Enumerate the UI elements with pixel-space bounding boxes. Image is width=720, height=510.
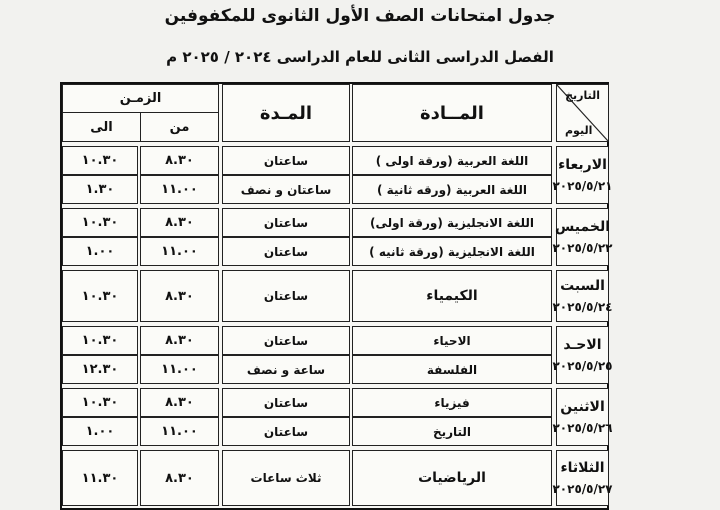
- page-title: جدول امتحانات الصف الأول الثانوى للمكفوفين: [164, 6, 556, 26]
- day-cell: [552, 208, 613, 266]
- exam-subject: الفلسفة: [352, 355, 552, 384]
- exam-subject: الكيمياء: [352, 270, 552, 322]
- header-time-label: الزمـن: [63, 85, 218, 113]
- exam-time-from: ١١.٠٠: [140, 175, 219, 204]
- exam-subject: التاريخ: [352, 417, 552, 446]
- exam-time-from: ٨.٣٠: [140, 450, 219, 506]
- exam-time-from: ٨.٣٠: [140, 326, 219, 355]
- day-cell: [552, 326, 613, 384]
- day-date: ٢٠٢٥/٥/٢٦: [552, 421, 613, 435]
- header-time-sub: [63, 113, 218, 141]
- day-cell: [552, 146, 613, 204]
- exam-duration: ساعتان: [222, 146, 350, 175]
- day-date: ٢٠٢٥/٥/٢١: [552, 179, 613, 193]
- exam-time-to: ١٢.٣٠: [62, 355, 138, 384]
- exam-duration: ساعتان: [222, 237, 350, 266]
- header-subject: المــادة: [352, 84, 552, 142]
- header-date-label: التاريخ: [565, 89, 600, 102]
- exam-subject: الاحياء: [352, 326, 552, 355]
- day-name: السبت: [560, 278, 605, 294]
- exam-time-from: ٨.٣٠: [140, 388, 219, 417]
- header-time: [62, 84, 219, 142]
- exam-duration: ساعتان: [222, 388, 350, 417]
- exam-duration: ساعة و نصف: [222, 355, 350, 384]
- day-cell: [552, 388, 613, 446]
- day-date: ٢٠٢٥/٥/٢٥: [552, 359, 613, 373]
- exam-time-from: ٨.٣٠: [140, 146, 219, 175]
- header-from: من: [140, 113, 218, 141]
- day-date: ٢٠٢٥/٥/٢٢: [552, 241, 613, 255]
- page-subtitle: الفصل الدراسى الثانى للعام الدراسى ٢٠٢٤ / ٢٠٢٥ م: [166, 48, 554, 66]
- day-name: الثلاثاء: [560, 460, 605, 476]
- exam-time-to: ١٠.٣٠: [62, 208, 138, 237]
- day-cell: [552, 450, 613, 506]
- exam-time-to: ١٠.٣٠: [62, 326, 138, 355]
- exam-time-from: ١١.٠٠: [140, 417, 219, 446]
- exam-subject: فيزياء: [352, 388, 552, 417]
- exam-time-from: ٨.٣٠: [140, 270, 219, 322]
- day-name: الاحـد: [563, 337, 602, 353]
- exam-time-to: ١.٠٠: [62, 237, 138, 266]
- day-name: الخميس: [554, 219, 611, 235]
- exam-duration: ثلاث ساعات: [222, 450, 350, 506]
- exam-time-to: ١٠.٣٠: [62, 146, 138, 175]
- header-to: الى: [90, 119, 113, 135]
- exam-subject: اللغة العربية (ورقة اولى ): [352, 146, 552, 175]
- exam-duration: ساعتان: [222, 270, 350, 322]
- exam-time-to: ١.٣٠: [62, 175, 138, 204]
- header-duration: المـدة: [222, 84, 350, 142]
- exam-time-from: ١١.٠٠: [140, 237, 219, 266]
- exam-subject: الرياضيات: [352, 450, 552, 506]
- exam-subject: اللغة العربية (ورقه ثانية ): [352, 175, 552, 204]
- exam-time-to: ١.٠٠: [62, 417, 138, 446]
- exam-time-from: ١١.٠٠: [140, 355, 219, 384]
- day-cell: [552, 270, 613, 322]
- exam-time-to: ١١.٣٠: [62, 450, 138, 506]
- day-date: ٢٠٢٥/٥/٢٧: [552, 482, 613, 496]
- exam-duration: ساعتان: [222, 326, 350, 355]
- exam-time-from: ٨.٣٠: [140, 208, 219, 237]
- schedule-table: [60, 82, 613, 510]
- exam-duration: ساعتان و نصف: [222, 175, 350, 204]
- exam-time-to: ١٠.٣٠: [62, 388, 138, 417]
- header-day-label: اليوم: [565, 124, 593, 137]
- exam-duration: ساعتان: [222, 417, 350, 446]
- exam-subject: اللغة الانجليزية (ورقة اولى): [352, 208, 552, 237]
- day-date: ٢٠٢٥/٥/٢٤: [552, 300, 613, 314]
- header-day-date: [556, 84, 609, 142]
- exam-time-to: ١٠.٣٠: [62, 270, 138, 322]
- exam-subject: اللغة الانجليزية (ورقة ثانيه ): [352, 237, 552, 266]
- day-name: الاربعاء: [558, 157, 607, 173]
- exam-duration: ساعتان: [222, 208, 350, 237]
- day-name: الاثنين: [560, 399, 605, 415]
